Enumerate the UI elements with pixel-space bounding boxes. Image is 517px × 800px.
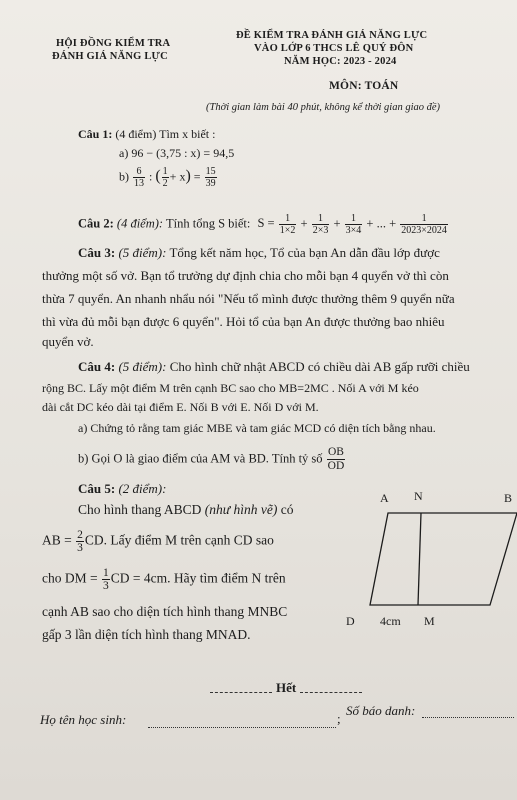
end-marker: Hết xyxy=(276,680,297,695)
label-n: N xyxy=(414,489,423,503)
q2-points: (4 điểm): xyxy=(116,216,164,231)
q2-prompt: Tính tổng S biết: xyxy=(165,216,251,231)
q5-header xyxy=(78,478,166,500)
exam-title-1: ĐỀ KIỂM TRA ĐÁNH GIÁ NĂNG LỰC xyxy=(236,30,428,41)
q1-a-label: a) xyxy=(119,146,129,160)
q4-points: (5 điểm): xyxy=(118,359,167,374)
q1-b-eq: = xyxy=(193,169,201,184)
q5-line-2 xyxy=(42,529,274,554)
label-d: D xyxy=(346,614,355,628)
q3-text-1: Tổng kết năm học, Tổ của bạn An dẫn đầu lớp được xyxy=(169,245,440,260)
label-m: M xyxy=(424,614,435,628)
q1-b-plus-x: + x xyxy=(169,169,186,184)
school-year: NĂM HỌC: 2023 - 2024 xyxy=(284,56,397,67)
q2-dots: + ... + xyxy=(366,216,397,231)
q5-line-1 xyxy=(78,499,293,521)
q2-plus-2: + xyxy=(333,216,341,231)
q2-term4: $\frac{1}{2023\times 2024}$ xyxy=(401,213,447,236)
q5-text-1c: có xyxy=(280,502,294,517)
q4-b-ratio: $\frac{OB}{OD}$ xyxy=(327,446,345,472)
time-note: (Thời gian làm bài 40 phút, không kể thời gian giao đề) xyxy=(206,102,441,113)
q3-line-4: thì vừa đủ mỗi bạn được 6 quyển". Hỏi tổ của bạn An được thưởng bao nhiêu xyxy=(42,314,445,329)
q2-line xyxy=(78,213,449,236)
q2-term2: $\frac{1}{2\times 3}$ xyxy=(312,213,329,236)
q4-line-3: dài cắt DC kéo dài tại điểm E. Nối B với E. Nối D với M. xyxy=(42,400,319,414)
q1-points: (4 điểm) xyxy=(115,127,157,141)
q4-label: Câu 4: xyxy=(78,359,116,374)
end-line-left xyxy=(210,692,272,693)
q5-text-2b: CD. Lấy điểm M trên cạnh CD sao xyxy=(84,532,274,548)
q1-b-frac3: $\frac{15}{39}$ xyxy=(205,166,216,189)
q3-line-3: thừa 7 quyển. An nhanh nhẩu nói "Nếu tổ mình được thưởng thêm 9 quyển nữa xyxy=(42,291,455,306)
q5-frac-2-3: $\frac{2}{3}$ xyxy=(77,529,83,554)
label-4cm: 4cm xyxy=(380,614,401,628)
q4-part-b xyxy=(78,446,346,473)
council-title-1: HỘI ĐỒNG KIỂM TRA xyxy=(56,38,171,49)
q5-line-3 xyxy=(42,567,286,592)
q1-prompt: Tìm x biết : xyxy=(159,127,216,141)
student-name-line[interactable] xyxy=(148,727,336,728)
separator: ; xyxy=(337,711,341,726)
q1-b-paren-close: ) xyxy=(185,167,191,185)
q5-points: (2 điểm): xyxy=(118,481,167,496)
label-a: A xyxy=(380,491,389,505)
exam-title-2: VÀO LỚP 6 THCS LÊ QUÝ ĐÔN xyxy=(254,43,414,54)
q5-text-3b: CD = 4cm. Hãy tìm điểm N trên xyxy=(110,570,286,586)
q2-s-eq: S = xyxy=(257,216,275,231)
q2-term1: $\frac{1}{1\times 2}$ xyxy=(279,213,296,236)
subject: MÔN: TOÁN xyxy=(329,80,399,92)
label-b: B xyxy=(504,491,513,505)
q1-b-label: b) xyxy=(119,169,129,184)
q1-a-expr: 96 − (3,75 : x) = 94,5 xyxy=(131,146,235,160)
segment-mn xyxy=(418,513,421,605)
q4-line-2: rộng BC. Lấy một điểm M trên cạnh BC sao cho MB=2MC . Nối A với M kéo xyxy=(42,381,419,395)
q3-label: Câu 3: xyxy=(78,245,116,260)
q4-text-1: Cho hình chữ nhật ABCD có chiều dài AB gấp rưỡi chiều xyxy=(169,359,470,374)
q1-header xyxy=(78,127,215,142)
q1-b-colon: : xyxy=(149,169,153,184)
student-name-label: Họ tên học sinh: xyxy=(40,712,127,727)
q5-line-5: gấp 3 lần diện tích hình thang MNAD. xyxy=(42,627,251,642)
q5-text-1a: Cho hình thang ABCD xyxy=(78,502,202,517)
council-title-2: ĐÁNH GIÁ NĂNG LỰC xyxy=(52,51,168,62)
q5-frac-1-3: $\frac{1}{3}$ xyxy=(102,567,109,592)
q4-b-text: b) Gọi O là giao điểm của AM và BD. Tính tỷ số xyxy=(78,451,323,466)
q3-points: (5 điểm): xyxy=(118,245,167,260)
q5-label: Câu 5: xyxy=(78,481,116,496)
q2-plus-1: + xyxy=(300,216,308,231)
q3-line-2: thưởng một số vở. Bạn tổ trưởng dự định chia cho mỗi bạn 4 quyển vở thì còn xyxy=(42,268,449,283)
q3-line-5: quyển vở. xyxy=(42,334,94,349)
sbd-line[interactable] xyxy=(422,717,514,718)
q5-line-4: cạnh AB sao cho diện tích hình thang MNBC xyxy=(42,604,288,619)
q5-text-2a: AB = xyxy=(42,532,72,548)
sbd-label: Số báo danh: xyxy=(346,703,416,718)
q1-part-a xyxy=(119,146,234,161)
q5-text-1b: (như hình vẽ) xyxy=(204,502,278,517)
q2-term3: $\frac{1}{3\times 4}$ xyxy=(345,213,362,236)
trapezoid-figure xyxy=(340,485,517,635)
q4-line-1 xyxy=(78,356,470,378)
q4-part-a: a) Chứng tỏ rằng tam giác MBE và tam giác MCD có diện tích bằng nhau. xyxy=(78,421,436,435)
q1-label: Câu 1: xyxy=(78,127,113,141)
q1-b-frac2: $\frac{1}{2}$ xyxy=(162,166,168,189)
end-line-right xyxy=(300,692,362,693)
q1-b-paren-open: ( xyxy=(155,167,161,185)
q3-line-1 xyxy=(78,242,440,264)
q1-part-b xyxy=(119,166,218,189)
q2-label: Câu 2: xyxy=(78,216,114,231)
q5-text-3a: cho DM = xyxy=(42,570,98,586)
q1-b-frac1: $\frac{6}{13}$ xyxy=(134,166,144,189)
trapezoid-abcd xyxy=(370,513,517,605)
